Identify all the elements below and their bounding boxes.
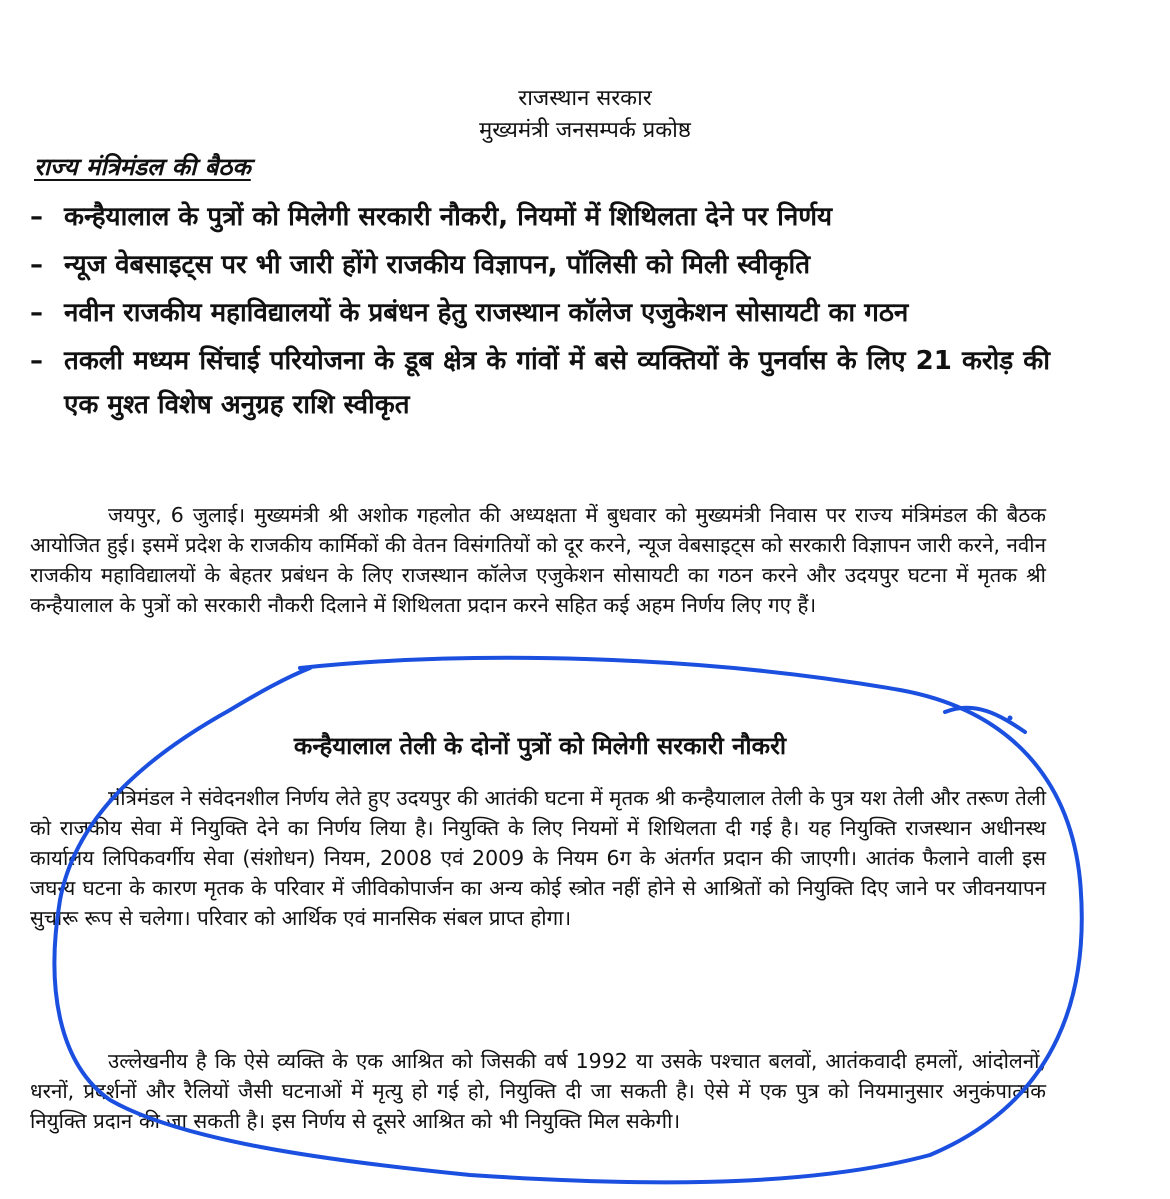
headline-text: नवीन राजकीय महाविद्यालयों के प्रबंधन हेतु राजस्थान कॉलेज एजुकेशन सोसायटी का गठन xyxy=(64,298,909,328)
header-government-name: राजस्थान सरकार xyxy=(518,86,652,111)
body-paragraph-appointment: मंत्रिमंडल ने संवेदनशील निर्णय लेते हुए उदयपुर की आतंकी घटना में मृतक श्री कन्हैयालाल तेली के पुत्र यश तेली और तरूण तेली को राजकीय सेवा में नियुक्ति देने का निर्णय लिया है। नियुक्ति के लिए नियमों में शिथिलता दी गई है। यह नियुक्ति राजस्थान अधीनस्थ कार्यालय लिपिकवर्गीय सेवा (संशोधन) नियम, 2008 एवं 2009 के नियम 6ग के अंतर्गत प्रदान की जाएगी। आतंक फैलाने वाली इस जघन्य घटना के कारण मृतक के परिवार में जीविकोपार्जन का अन्य कोई स्त्रोत नहीं होने से आश्रितों को नियुक्ति दिए जाने पर जीवनयापन सुचारू रूप से चलेगा। परिवार को आर्थिक एवं मानसिक संबल प्राप्त होगा। xyxy=(30,786,1046,930)
annotation-dot xyxy=(1008,716,1013,721)
headline-item xyxy=(30,243,1050,287)
header-office-name: मुख्यमंत्री जनसम्पर्क प्रकोष्ठ xyxy=(479,118,691,143)
section-title: राज्य मंत्रिमंडल की बैठक xyxy=(34,153,251,181)
intro-paragraph: जयपुर, 6 जुलाई। मुख्यमंत्री श्री अशोक गहलोत की अध्यक्षता में बुधवार को मुख्यमंत्री निवास पर राज्य मंत्रिमंडल की बैठक आयोजित हुई। इसमें प्रदेश के राजकीय कार्मिकों की वेतन विसंगतियों को दूर करने, न्यूज वेबसाइट्स को सरकारी विज्ञापन जारी करने, नवीन राजकीय महाविद्यालयों के बेहतर प्रबंधन के लिए राजस्थान कॉलेज एजुकेशन सोसायटी का गठन करने और उदयपुर घटना में मृतक श्री कन्हैयालाल के पुत्रों को सरकारी नौकरी दिलाने में शिथिलता प्रदान करने सहित कई अहम निर्णय लिए गए हैं। xyxy=(30,503,1046,617)
headline-item xyxy=(30,291,1050,335)
sub-heading: कन्हैयालाल तेली के दोनों पुत्रों को मिलेगी सरकारी नौकरी xyxy=(293,732,787,760)
headline-dash: – xyxy=(30,298,43,328)
headline-text: तकली मध्यम सिंचाई परियोजना के डूब क्षेत्र के गांवों में बसे व्यक्तियों के पुनर्वास के लिए 21 करोड़ की एक मुश्त विशेष अनुग्रह राशि स्वीकृत xyxy=(64,346,1050,420)
headline-text: कन्हैयालाल के पुत्रों को मिलेगी सरकारी नौकरी, नियमों में शिथिलता देने पर निर्णय xyxy=(64,202,833,232)
headline-item xyxy=(30,195,1050,239)
headline-text: न्यूज वेबसाइट्स पर भी जारी होंगे राजकीय विज्ञापन, पॉलिसी को मिली स्वीकृति xyxy=(64,250,811,280)
headline-list xyxy=(30,195,1050,431)
headline-dash: – xyxy=(30,202,43,232)
headline-item xyxy=(30,339,1050,427)
body-paragraph-rules: उल्लेखनीय है कि ऐसे व्यक्ति के एक आश्रित को जिसकी वर्ष 1992 या उसके पश्चात बलवों, आतंकवादी हमलों, आंदोलनों, धरनों, प्रदर्शनों और रैलियों जैसी घटनाओं में मृत्यु हो गई हो, नियुक्ति दी जा सकती है। ऐसे में एक पुत्र को नियमानुसार अनुकंपात्मक नियुक्ति प्रदान की जा सकती है। इस निर्णय से दूसरे आश्रित को भी नियुक्ति मिल सकेगी। xyxy=(30,1049,1046,1133)
headline-dash: – xyxy=(30,250,43,280)
headline-dash: – xyxy=(30,346,43,376)
